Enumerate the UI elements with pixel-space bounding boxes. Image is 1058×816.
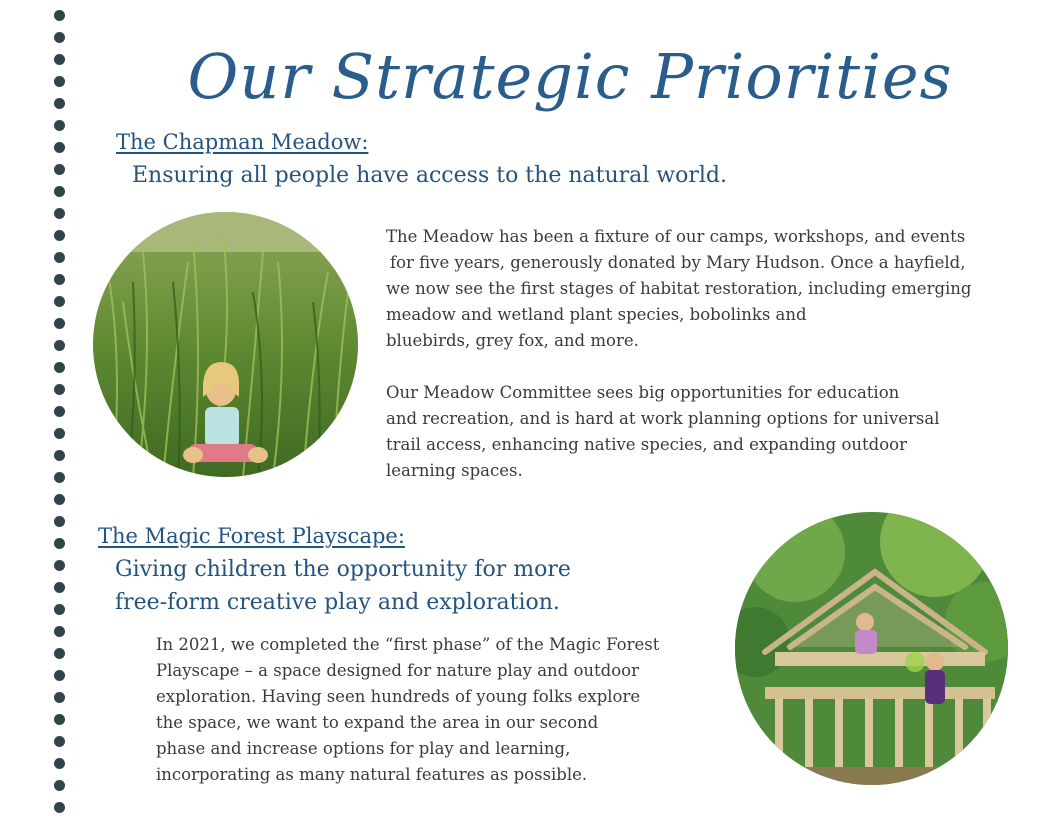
border-dot <box>54 472 65 483</box>
meadow-text-line: trail access, enhancing native species, and expanding outdoor <box>386 435 907 454</box>
page-title: Our Strategic Priorities <box>187 40 953 113</box>
border-dot <box>54 208 65 219</box>
forest-heading: The Magic Forest Playscape: <box>98 524 405 548</box>
border-dot <box>54 406 65 417</box>
forest-text-line: exploration. Having seen hundreds of young folks explore <box>156 687 641 706</box>
border-dot <box>54 384 65 395</box>
border-dot <box>54 362 65 373</box>
border-dot <box>54 274 65 285</box>
meadow-heading: The Chapman Meadow: <box>116 130 369 154</box>
border-dot <box>54 780 65 791</box>
border-dot <box>54 142 65 153</box>
border-dot <box>54 230 65 241</box>
border-dot <box>54 296 65 307</box>
border-dot <box>54 340 65 351</box>
border-dot <box>54 10 65 21</box>
border-dot <box>54 560 65 571</box>
meadow-description <box>386 224 972 484</box>
meadow-text-line: learning spaces. <box>386 461 523 480</box>
border-dot <box>54 736 65 747</box>
border-dot <box>54 164 65 175</box>
border-dot <box>54 604 65 615</box>
meadow-text-line: and recreation, and is hard at work planning options for universal <box>386 409 940 428</box>
playscape-structure-image <box>735 512 1008 785</box>
meadow-subheading: Ensuring all people have access to the natural world. <box>132 163 727 188</box>
forest-text-line: In 2021, we completed the “first phase” of the Magic Forest <box>156 635 660 654</box>
border-dot <box>54 252 65 263</box>
border-dot <box>54 318 65 329</box>
forest-text-line: incorporating as many natural features as possible. <box>156 765 588 784</box>
forest-description <box>156 632 659 788</box>
meadow-text-line: we now see the first stages of habitat restoration, including emerging <box>386 279 972 298</box>
border-dot <box>54 186 65 197</box>
border-dot <box>54 54 65 65</box>
border-dot <box>54 538 65 549</box>
meadow-child-image <box>93 212 358 477</box>
border-dot <box>54 120 65 131</box>
border-dot <box>54 692 65 703</box>
forest-subheading-line: Giving children the opportunity for more <box>115 557 571 582</box>
border-dot <box>54 76 65 87</box>
meadow-text-line: meadow and wetland plant species, bobolinks and <box>386 305 807 324</box>
border-dot <box>54 32 65 43</box>
forest-text-line: Playscape – a space designed for nature play and outdoor <box>156 661 639 680</box>
playscape-photo <box>735 512 1008 785</box>
border-dot <box>54 494 65 505</box>
meadow-text-line: The Meadow has been a fixture of our camps, workshops, and events <box>386 227 966 246</box>
forest-text-line: the space, we want to expand the area in our second <box>156 713 599 732</box>
meadow-text-line: for five years, generously donated by Mary Hudson. Once a hayfield, <box>390 253 966 272</box>
forest-subheading-line: free-form creative play and exploration. <box>115 590 560 615</box>
border-dot <box>54 450 65 461</box>
border-dot <box>54 626 65 637</box>
meadow-text-line: Our Meadow Committee sees big opportunities for education <box>386 383 900 402</box>
border-dot <box>54 758 65 769</box>
border-dot <box>54 98 65 109</box>
meadow-text-line: bluebirds, grey fox, and more. <box>386 331 639 350</box>
border-dot <box>54 802 65 813</box>
border-dot <box>54 516 65 527</box>
dotted-border <box>54 10 66 816</box>
meadow-photo <box>93 212 358 477</box>
border-dot <box>54 648 65 659</box>
border-dot <box>54 714 65 725</box>
border-dot <box>54 582 65 593</box>
forest-text-line: phase and increase options for play and learning, <box>156 739 571 758</box>
border-dot <box>54 670 65 681</box>
border-dot <box>54 428 65 439</box>
